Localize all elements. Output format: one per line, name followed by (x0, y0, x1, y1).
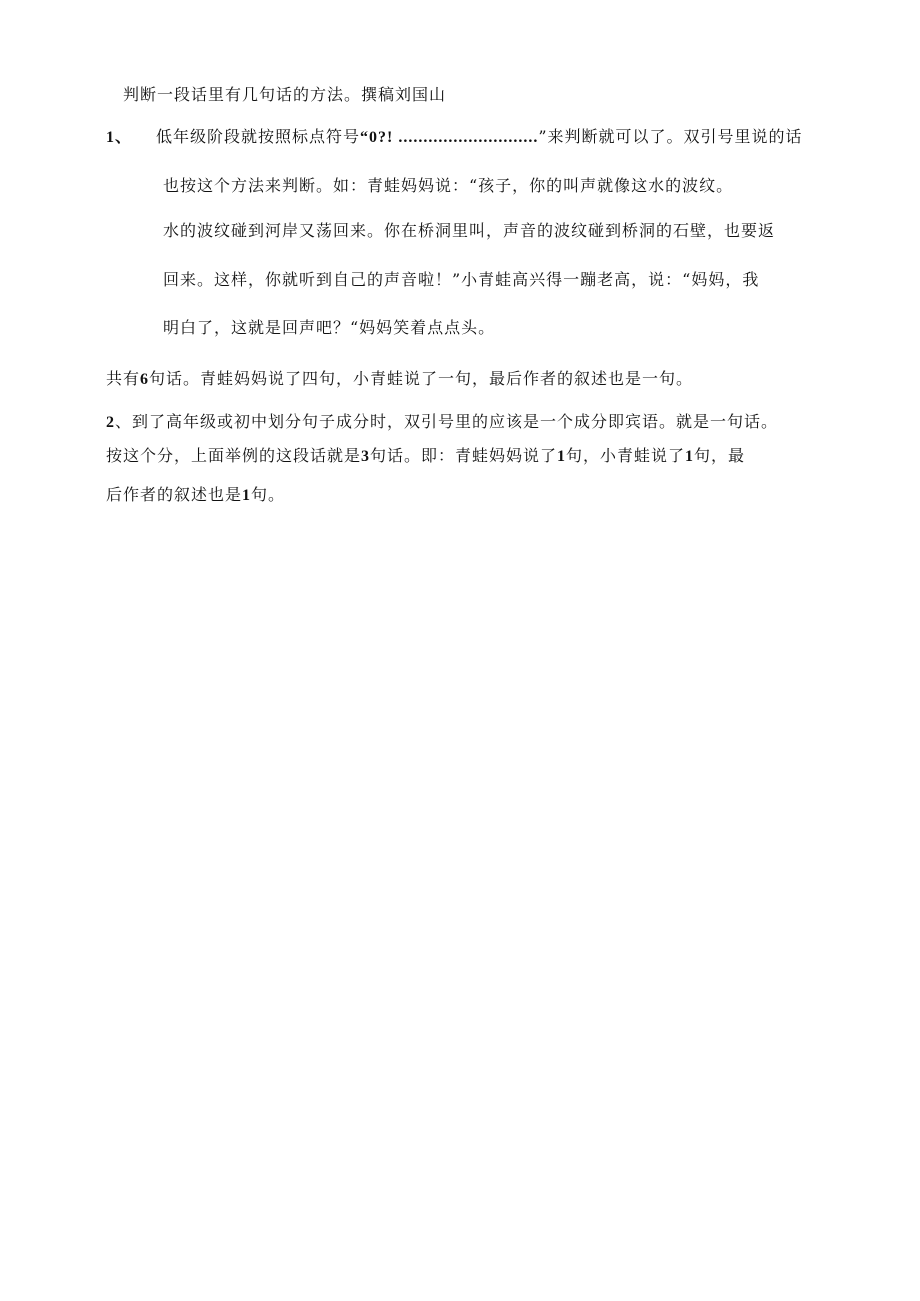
item-2-line-2-b: 句话。即：青蛙妈妈说了 (370, 446, 558, 465)
item-2-line-1 (106, 411, 778, 434)
item-1-line-1 (106, 126, 803, 149)
item-2-number-1c: 1 (242, 487, 252, 504)
item-2-line-3 (106, 484, 285, 507)
item-1-punctuation: “0?! ............................ (360, 129, 539, 146)
summary-prefix: 共有 (106, 369, 141, 388)
summary-count: 6 (140, 371, 150, 388)
item-2-line-3-b: 句。 (251, 485, 286, 504)
item-1-line-3: 水的波纹碰到河岸又荡回来。你在桥洞里叫，声音的波纹碰到桥洞的石壁，也要返 (163, 221, 776, 240)
item-2-number: 2 (106, 414, 115, 431)
item-1-line-5: 明白了，这就是回声吧？“妈妈笑着点点头。 (163, 318, 496, 337)
item-2-text: 、到了高年级或初中划分句子成分时，双引号里的应该是一个成分即宾语。就是一句话。 (115, 412, 779, 431)
summary-suffix: 句话。青蛙妈妈说了四句，小青蛙说了一句，最后作者的叙述也是一句。 (149, 369, 694, 388)
item-1-line-2: 也按这个方法来判断。如：青蛙妈妈说：“孩子，你的叫声就像这水的波纹。 (163, 176, 734, 195)
item-2-line-2-c: 句，小青蛙说了 (566, 446, 686, 465)
item-1-number: 1、 (106, 129, 133, 146)
item-2-number-1a: 1 (557, 448, 567, 465)
item-2-line-2-a: 按这个分，上面举例的这段话就是 (106, 446, 362, 465)
item-2-line-2 (106, 445, 745, 468)
item-1-text-after: ”来判断就可以了。双引号里说的话 (538, 127, 803, 146)
item-2-number-3: 3 (361, 448, 371, 465)
item-1-text-before: 低年级阶段就按照标点符号 (156, 127, 361, 146)
summary-line (106, 368, 693, 391)
item-2-line-2-d: 句，最 (694, 446, 746, 465)
document-title: 判断一段话里有几句话的方法。撰稿刘国山 (123, 85, 447, 104)
item-2-line-3-a: 后作者的叙述也是 (106, 485, 243, 504)
item-1-line-4: 回来。这样，你就听到自己的声音啦！”小青蛙高兴得一蹦老高，说：“妈妈，我 (163, 270, 760, 289)
item-2-number-1b: 1 (685, 448, 695, 465)
